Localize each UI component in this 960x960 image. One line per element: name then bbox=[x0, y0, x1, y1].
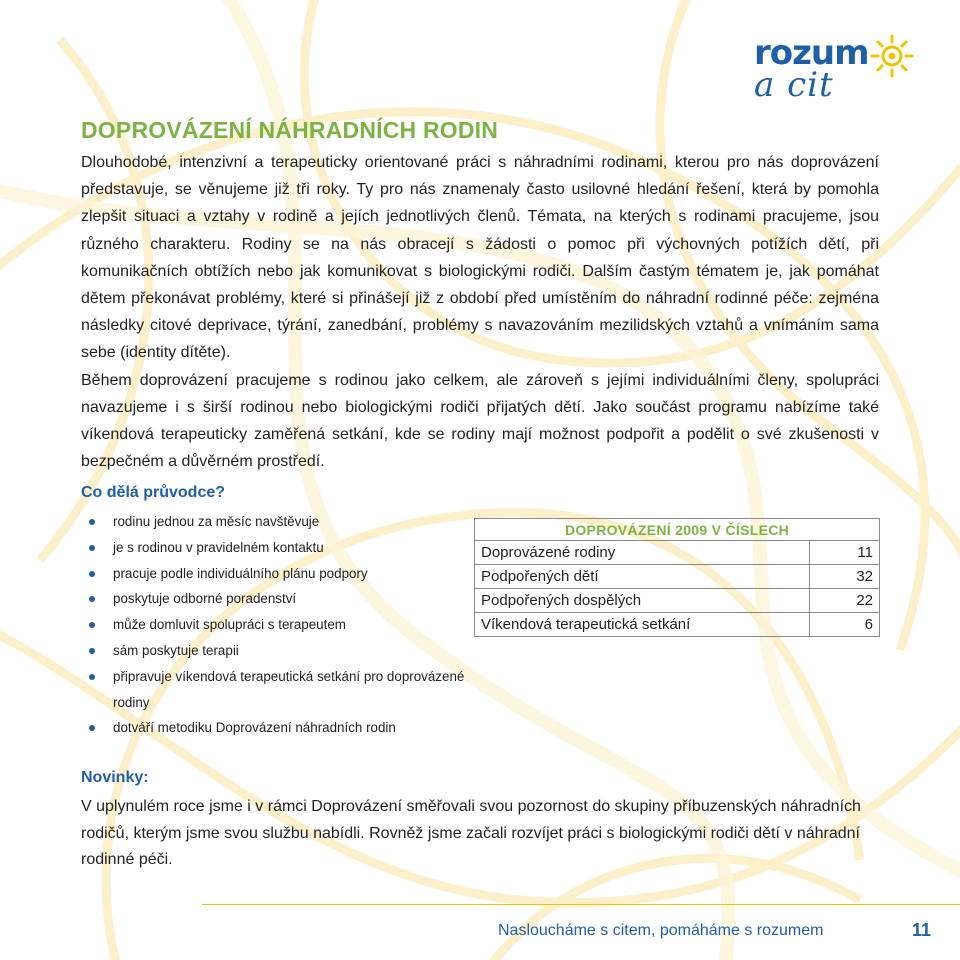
list-item: sám poskytuje terapii bbox=[85, 638, 475, 664]
list-item: může domluvit spolupráci s terapeutem bbox=[85, 612, 475, 638]
table-row bbox=[475, 589, 880, 613]
stats-value: 6 bbox=[810, 613, 880, 637]
sun-icon bbox=[866, 32, 918, 84]
footer-slogan: Nasloucháme s citem, pomáháme s rozumem bbox=[498, 922, 824, 939]
list-item: rodinu jednou za měsíc navštěvuje bbox=[85, 509, 475, 535]
list-item: pracuje podle individuálního plánu podpory bbox=[85, 561, 475, 587]
logo-word-a-cit: a cit bbox=[754, 65, 834, 105]
stats-value: 22 bbox=[810, 589, 880, 613]
list-item: připravuje víkendová terapeutická setkání pro doprovázené rodiny bbox=[85, 664, 475, 716]
rozum-a-cit-logo bbox=[748, 32, 918, 105]
list-item: je s rodinou v pravidelném kontaktu bbox=[85, 535, 475, 561]
stats-label: Doprovázené rodiny bbox=[475, 541, 810, 565]
list-item: poskytuje odborné poradenství bbox=[85, 586, 475, 612]
stats-table-caption: DOPROVÁZENÍ 2009 V ČÍSLECH bbox=[474, 518, 880, 540]
intro-text bbox=[81, 149, 879, 475]
guide-heading: Co dělá průvodce? bbox=[81, 484, 226, 501]
stats-label: Podpořených dětí bbox=[475, 565, 810, 589]
intro-paragraph-1: Dlouhodobé, intenzivní a terapeuticky orientované práci s náhradními rodinami, kterou pro nás doprovázení představuje, se věnujeme již tři roky. Ty pro nás znamenaly často usilovné hledání řešení, která by pomohla zlepšit situaci a vztahy v rodině a jejích jednotlivých členů. Témata, na kterých s rodinami pracujeme, jsou různého charakteru. Rodiny se na nás obracejí s žádosti o pomoc při výchovných potížích dětí, při komunikačních obtížích nebo jak komunikovat s biologickými rodiči. Dalším častým tématem je, jak pomáhat dětem překonávat problémy, které si přinášejí již z období před umístěním do náhradní rodinné péče: zejména následky citové deprivace, týrání, zanedbání, problémy s navazováním mezilidských vztahů a vnímáním sama sebe (identity dítěte). bbox=[81, 154, 879, 362]
page-title: DOPROVÁZENÍ NÁHRADNÍCH RODIN bbox=[81, 117, 499, 143]
table-row bbox=[475, 613, 880, 637]
stats-value: 11 bbox=[810, 541, 880, 565]
stats-value: 32 bbox=[810, 565, 880, 589]
intro-paragraph-2: Během doprovázení pracujeme s rodinou jako celkem, ale zároveň s jejími individuálními členy, spolupráci navazujeme i s širší rodinou nebo biologickými rodiči přijatých dětí. Jako součást programu nabízíme také víkendová terapeuticky zaměřená setkání, kde se rodiny mají možnost podpořit a podělit o své zkušenosti v bezpečném a důvěrném prostředí. bbox=[81, 371, 879, 471]
stats-label: Podpořených dospělých bbox=[475, 589, 810, 613]
stats-table bbox=[474, 518, 880, 637]
table-row bbox=[475, 565, 880, 589]
footer-divider bbox=[202, 904, 960, 905]
news-text: V uplynulém roce jsme i v rámci Doprovázení směřovali svou pozornost do skupiny příbuzenských náhradních rodičů, kterým jsme svou službu nabídli. Rovněž jsme začali rozvíjet práci s biologickými rodiči dětí v náhradní rodinné péči. bbox=[81, 798, 861, 868]
news-heading: Novinky: bbox=[81, 769, 149, 786]
list-item: dotváří metodiku Doprovázení náhradních rodin bbox=[85, 715, 475, 741]
page-number: 11 bbox=[912, 920, 932, 940]
table-row bbox=[475, 541, 880, 565]
guide-list bbox=[85, 509, 475, 741]
logo-word-rozum: rozum bbox=[754, 33, 869, 73]
stats-label: Víkendová terapeutická setkání bbox=[475, 613, 810, 637]
